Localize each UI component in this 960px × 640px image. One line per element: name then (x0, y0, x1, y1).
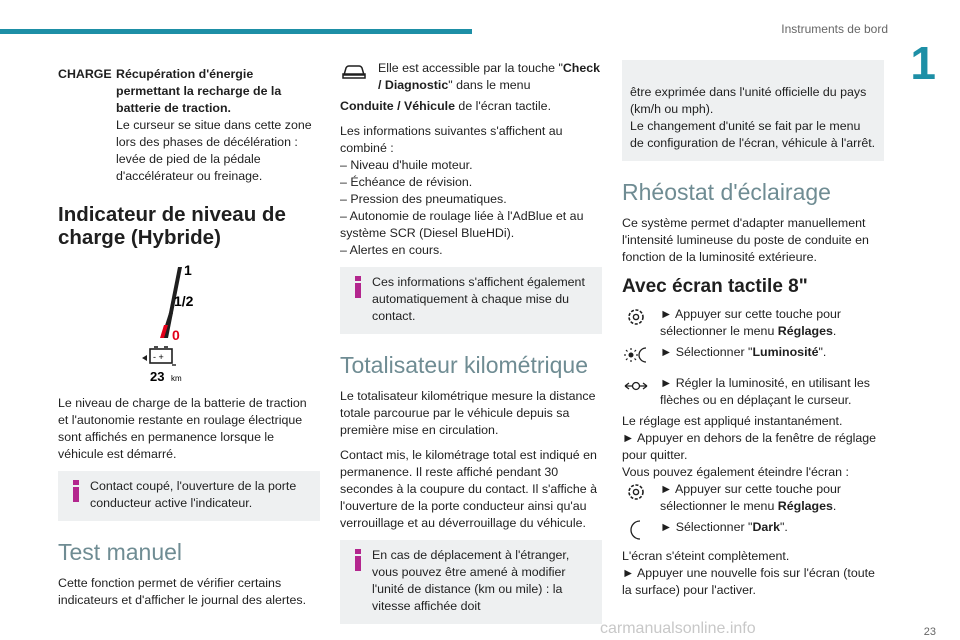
section-title: Instruments de bord (781, 22, 888, 36)
header-accent-bar (0, 29, 472, 34)
page-number: 23 (923, 626, 936, 638)
diagnostic-menu-line: Conduite / Véhicule de l'écran tactile. (340, 99, 552, 113)
paragraph-dark-result: L'écran s'éteint complètement. (622, 549, 790, 563)
heading-manual-test: Test manuel (58, 539, 183, 565)
menu-settings: Réglages (777, 324, 833, 338)
info-text-auto: Ces informations s'affichent également automatiquement à chaque mise du contact. (372, 275, 585, 323)
gauge-range-unit: km (171, 374, 182, 383)
charge-entry (58, 66, 320, 185)
step-dark: ► Sélectionner "Dark". (622, 519, 884, 536)
gauge-mark-full: 1 (184, 263, 192, 278)
menu-dark: Dark (752, 520, 780, 534)
menu-settings-2: Réglages (777, 499, 833, 513)
paragraph-rheostat: Ce système permet d'adapter manuellement l'intensité lumineuse du poste de conduite en fonction de la luminosité extérieure. (622, 216, 869, 264)
diagnostic-access: Elle est accessible par la touche "Check / Diagnostic" dans le menu (340, 60, 602, 94)
menu-driving-vehicle: Conduite / Véhicule (340, 99, 455, 113)
list-item: – Pression des pneumatiques. (340, 192, 507, 206)
column-2 (340, 60, 602, 636)
paragraph-charge-level: Le niveau de charge de la batterie de traction et l'autonomie restante en roulage électrique sont affichés en permanence lorsque le véhicule est démarré. (58, 396, 307, 461)
slider-icon (622, 375, 650, 397)
info-box-door (58, 471, 320, 521)
charge-level-gauge (138, 263, 238, 385)
step-slider: ► Régler la luminosité, en utilisant les flèches ou en déplaçant le curseur. (622, 375, 884, 409)
info-box-continued (622, 60, 884, 161)
gauge-range-value: 23 (150, 369, 165, 384)
paragraph-screen-off: Vous pouvez également éteindre l'écran : (622, 465, 849, 479)
paragraph-instant: Le réglage est appliqué instantanément. (622, 414, 843, 428)
info-text-abroad: En cas de déplacement à l'étranger, vous pouvez être amené à modifier l'unité de distance (km ou mile) : la vitesse affichée doit (372, 548, 570, 613)
list-item: – Échéance de révision. (340, 175, 473, 189)
moon-icon (622, 519, 650, 541)
gauge-mark-empty: 0 (172, 327, 180, 343)
paragraph-manual-test: Cette fonction permet de vérifier certains indicateurs et d'afficher le journal des alertes. (58, 576, 307, 607)
column-3 (622, 60, 884, 599)
brightness-icon (622, 344, 650, 366)
charge-label: CHARGE (58, 67, 112, 81)
paragraph-odometer-1: Le totalisateur kilométrique mesure la distance totale parcourue par le véhicule depuis sa première mise en circulation. (340, 389, 596, 437)
paragraph-odometer-2: Contact mis, le kilométrage total est indiqué en permanence. Il reste affiché pendant 30 secondes à la coupure du contact. Il s'affiche à l'ouverture de la porte conducteur ainsi qu'au verrouillage et au déverrouillage du véhicule. (340, 448, 597, 530)
watermark: carmanualsonline.info (600, 620, 756, 637)
list-item: – Niveau d'huile moteur. (340, 158, 473, 172)
step-brightness: ► Sélectionner "Luminosité". (622, 344, 884, 361)
step-settings-2: ► Appuyer sur cette touche pour sélectionner le menu Réglages. (622, 481, 884, 515)
info-text-door: Contact coupé, l'ouverture de la porte conducteur active l'indicateur. (90, 479, 297, 510)
step-settings: ► Appuyer sur cette touche pour sélectionner le menu Réglages. (622, 306, 884, 340)
info-icon (350, 549, 366, 571)
paragraph-wake: ► Appuyer une nouvelle fois sur l'écran (toute la surface) pour l'activer. (622, 566, 875, 597)
info-icon (350, 276, 366, 298)
column-1 (58, 60, 320, 617)
svg-text:- +: - + (153, 352, 164, 362)
menu-brightness: Luminosité (752, 345, 819, 359)
heading-charge-indicator: Indicateur de niveau de charge (Hybride) (58, 203, 286, 249)
heading-rheostat: Rhéostat d'éclairage (622, 179, 831, 205)
info-icon (68, 480, 84, 502)
check-diagnostic-label: Check / Diagnostic (378, 61, 601, 92)
paragraph-list-intro: Les informations suivantes s'affichent au combiné : (340, 124, 563, 155)
gauge-mark-half: 1/2 (174, 293, 194, 309)
heading-touchscreen: Avec écran tactile 8" (622, 276, 808, 297)
list-item: – Alertes en cours. (340, 243, 443, 257)
gear-icon (622, 481, 650, 503)
info-box-abroad (340, 540, 602, 624)
charge-text: Le curseur se situe dans cette zone lors des phases de décélération : levée de pied de la pédale d'accélérateur ou freinage. (116, 118, 312, 183)
car-check-icon (340, 60, 368, 82)
heading-odometer: Totalisateur kilométrique (340, 352, 589, 378)
charge-title: Récupération d'énergie permettant la recharge de la batterie de traction. (116, 67, 282, 115)
gear-icon (622, 306, 650, 328)
list-item: – Autonomie de roulage liée à l'AdBlue et au système SCR (Diesel BlueHDi). (340, 209, 584, 240)
info-text-continued: être exprimée dans l'unité officielle du pays (km/h ou mph). Le changement d'unité se fait par le menu de configuration de l'écran, véhicule à l'arrêt. (630, 85, 876, 150)
info-box-auto (340, 267, 602, 334)
battery-plug-icon (142, 347, 176, 365)
chapter-number: 1 (910, 37, 936, 89)
paragraph-quit: ► Appuyer en dehors de la fenêtre de réglage pour quitter. (622, 431, 877, 462)
